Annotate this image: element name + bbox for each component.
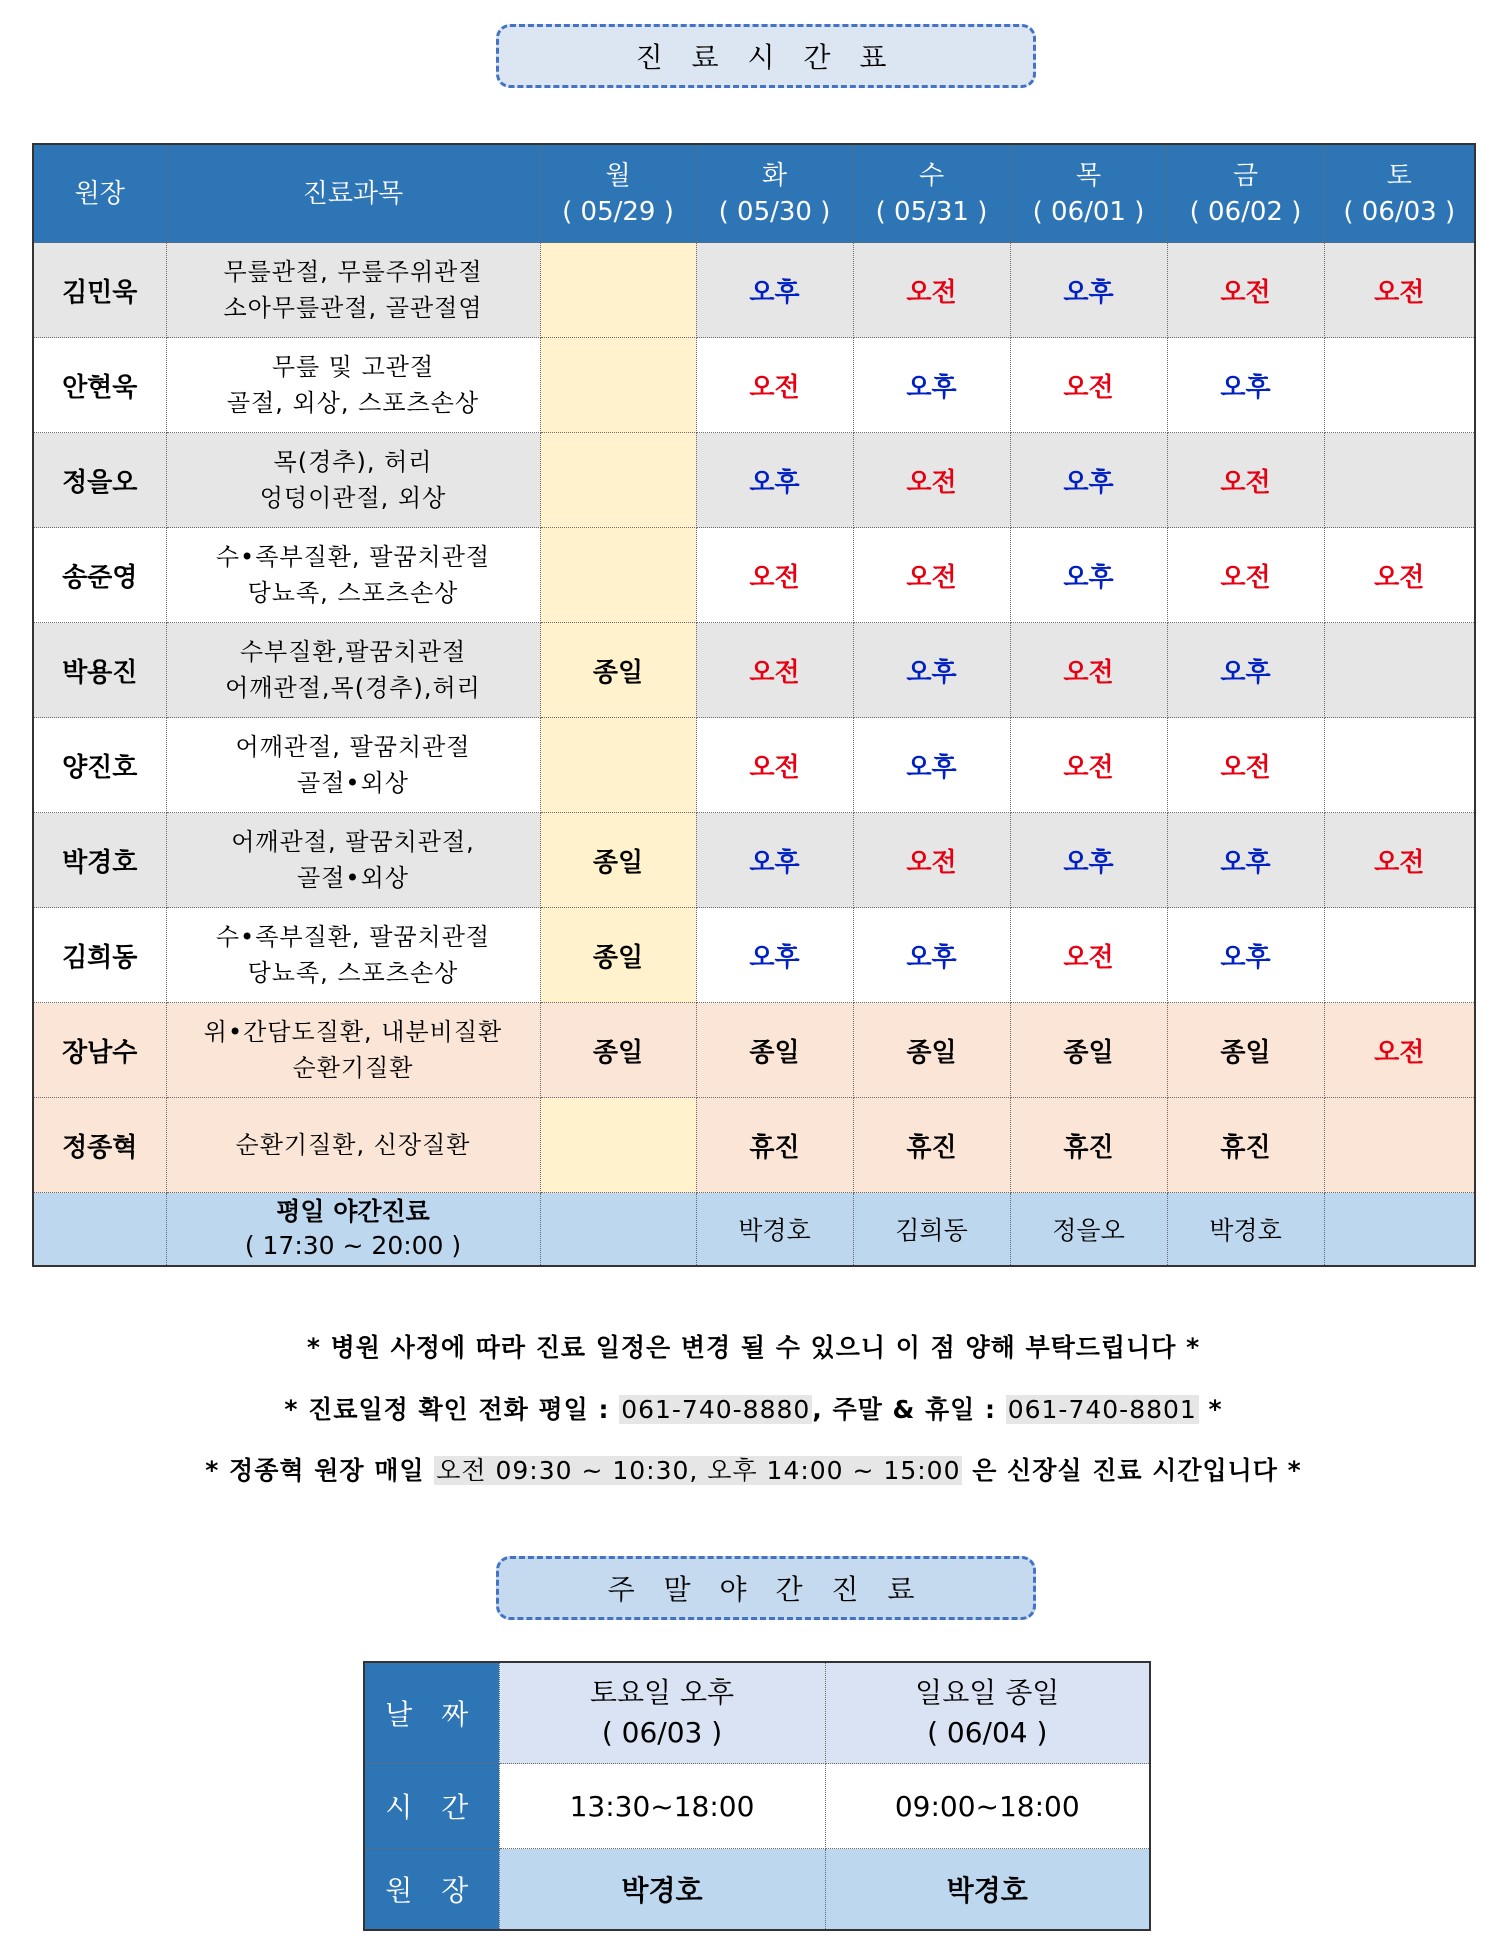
weekend-date-label: 날 짜 xyxy=(364,1662,499,1764)
schedule-title xyxy=(496,24,1036,88)
schedule-cell xyxy=(540,1098,696,1193)
schedule-cell xyxy=(1324,433,1475,528)
note-phone xyxy=(0,1390,1507,1426)
night-clinic-row xyxy=(33,1193,1475,1267)
schedule-cell: 오전 xyxy=(696,528,853,623)
schedule-cell xyxy=(1324,623,1475,718)
subject-line: 순환기질환 xyxy=(292,1054,414,1082)
night-doctor-cell xyxy=(1324,1193,1475,1267)
doctor-subjects xyxy=(166,1098,540,1193)
subject-line: 수•족부질환, 팔꿈치관절 xyxy=(215,543,491,571)
schedule-cell: 오전 xyxy=(1010,908,1167,1003)
doctor-name: 박경호 xyxy=(33,813,166,908)
subject-line: 골절•외상 xyxy=(297,769,409,797)
header-date-label: ( 05/30 ) xyxy=(718,196,831,227)
schedule-cell: 휴진 xyxy=(1010,1098,1167,1193)
night-doctor-cell xyxy=(540,1193,696,1267)
weekend-table xyxy=(363,1661,1151,1931)
weekend-day: 일요일 종일 xyxy=(915,1676,1060,1709)
schedule-cell xyxy=(540,338,696,433)
header-day-label: 금 xyxy=(1232,160,1259,191)
night-doctor-cell: 김희동 xyxy=(853,1193,1010,1267)
schedule-cell: 종일 xyxy=(540,813,696,908)
schedule-cell: 오전 xyxy=(1324,1003,1475,1098)
schedule-cell: 오후 xyxy=(696,908,853,1003)
schedule-cell: 오전 xyxy=(1167,528,1324,623)
schedule-cell: 종일 xyxy=(853,1003,1010,1098)
header-date-label: ( 06/02 ) xyxy=(1189,196,1302,227)
doctor-name: 장남수 xyxy=(33,1003,166,1098)
schedule-cell: 종일 xyxy=(1167,1003,1324,1098)
table-row xyxy=(33,243,1475,338)
doctor-subjects xyxy=(166,813,540,908)
schedule-table xyxy=(32,143,1476,1267)
table-row xyxy=(33,718,1475,813)
schedule-cell: 오후 xyxy=(1167,908,1324,1003)
schedule-cell: 오전 xyxy=(696,623,853,718)
phone-weekday: 061-740-8880 xyxy=(621,1395,811,1424)
note-phone-prefix: * 진료일정 확인 전화 평일 : xyxy=(284,1395,620,1424)
schedule-cell: 휴진 xyxy=(1167,1098,1324,1193)
weekend-date: ( 06/04 ) xyxy=(927,1716,1048,1749)
doctor-name: 양진호 xyxy=(33,718,166,813)
subject-line: 엉덩이관절, 외상 xyxy=(259,484,447,512)
doctor-subjects xyxy=(166,243,540,338)
doctor-subjects xyxy=(166,528,540,623)
table-row xyxy=(33,433,1475,528)
table-row xyxy=(33,623,1475,718)
schedule-cell: 오후 xyxy=(853,718,1010,813)
subject-line: 순환기질환, 신장질환 xyxy=(235,1131,471,1159)
weekend-title xyxy=(496,1556,1036,1620)
subject-line: 위•간담도질환, 내분비질환 xyxy=(203,1018,503,1046)
note-dialysis-suffix: 은 신장실 진료 시간입니다 * xyxy=(962,1456,1302,1485)
doctor-name: 송준영 xyxy=(33,528,166,623)
night-clinic-label xyxy=(166,1193,540,1267)
note-dialysis xyxy=(0,1451,1507,1487)
schedule-cell: 오후 xyxy=(696,813,853,908)
table-row xyxy=(33,338,1475,433)
doctor-name: 김민욱 xyxy=(33,243,166,338)
night-empty-cell xyxy=(33,1193,166,1267)
weekend-title-text: 주 말 야 간 진 료 xyxy=(607,1573,925,1606)
schedule-cell: 오전 xyxy=(853,243,1010,338)
doctor-subjects xyxy=(166,718,540,813)
phone-weekend: 061-740-8801 xyxy=(1007,1395,1197,1424)
weekend-sunday-doctor: 박경호 xyxy=(825,1849,1150,1931)
doctor-subjects xyxy=(166,1003,540,1098)
doctor-subjects xyxy=(166,908,540,1003)
schedule-cell: 오후 xyxy=(1167,813,1324,908)
schedule-cell: 오후 xyxy=(1010,813,1167,908)
night-label-hours: ( 17:30 ~ 20:00 ) xyxy=(244,1231,462,1260)
schedule-cell: 오전 xyxy=(1010,718,1167,813)
doctor-name: 안현욱 xyxy=(33,338,166,433)
night-doctor-cell: 박경호 xyxy=(1167,1193,1324,1267)
schedule-cell: 오전 xyxy=(696,338,853,433)
note-phone-mid: , 주말 & 휴일 : xyxy=(812,1395,1006,1424)
schedule-cell: 오전 xyxy=(1324,243,1475,338)
schedule-cell: 종일 xyxy=(1010,1003,1167,1098)
night-label-title: 평일 야간진료 xyxy=(276,1197,430,1226)
schedule-cell: 오전 xyxy=(853,813,1010,908)
schedule-cell: 오후 xyxy=(1167,338,1324,433)
subject-line: 어깨관절, 팔꿈치관절 xyxy=(235,733,471,761)
note-phone-suffix: * xyxy=(1198,1395,1223,1424)
weekend-date-row xyxy=(364,1662,1150,1764)
header-day-fri xyxy=(1167,144,1324,243)
doctor-subjects xyxy=(166,623,540,718)
table-row xyxy=(33,813,1475,908)
dialysis-hours: 오전 09:30 ~ 10:30, 오후 14:00 ~ 15:00 xyxy=(436,1456,961,1485)
subject-line: 무릎 및 고관절 xyxy=(271,353,435,381)
header-day-label: 목 xyxy=(1075,160,1102,191)
night-doctor-cell: 박경호 xyxy=(696,1193,853,1267)
subject-line: 소아무릎관절, 골관절염 xyxy=(223,294,483,322)
subject-line: 당뇨족, 스포츠손상 xyxy=(247,959,459,987)
schedule-cell: 종일 xyxy=(696,1003,853,1098)
schedule-cell: 오후 xyxy=(1010,433,1167,528)
schedule-title-text: 진 료 시 간 표 xyxy=(635,41,897,74)
header-day-mon xyxy=(540,144,696,243)
note-schedule-change: * 병원 사정에 따라 진료 일정은 변경 될 수 있으니 이 점 양해 부탁드립니다 * xyxy=(306,1333,1201,1362)
weekend-doctor-row xyxy=(364,1849,1150,1931)
weekend-sunday-time: 09:00~18:00 xyxy=(825,1764,1150,1849)
schedule-cell xyxy=(540,718,696,813)
subject-line: 무릎관절, 무릎주위관절 xyxy=(223,258,483,286)
subject-line: 골절•외상 xyxy=(297,864,409,892)
schedule-cell xyxy=(1324,718,1475,813)
header-director: 원장 xyxy=(33,144,166,243)
schedule-cell: 오전 xyxy=(1167,433,1324,528)
schedule-cell: 오전 xyxy=(1167,243,1324,338)
schedule-cell: 오후 xyxy=(1167,623,1324,718)
weekend-saturday-date xyxy=(499,1662,825,1764)
schedule-cell xyxy=(1324,1098,1475,1193)
header-date-label: ( 05/29 ) xyxy=(562,196,674,227)
subject-line: 어깨관절,목(경추),허리 xyxy=(225,674,481,702)
weekend-day: 토요일 오후 xyxy=(589,1676,735,1709)
schedule-cell xyxy=(540,243,696,338)
schedule-cell: 오전 xyxy=(1167,718,1324,813)
schedule-cell: 오후 xyxy=(696,433,853,528)
note-dialysis-prefix: * 정종혁 원장 매일 xyxy=(205,1456,435,1485)
header-day-wed xyxy=(853,144,1010,243)
table-row xyxy=(33,528,1475,623)
schedule-cell xyxy=(1324,908,1475,1003)
schedule-cell: 오후 xyxy=(696,243,853,338)
doctor-subjects xyxy=(166,338,540,433)
header-date-label: ( 06/03 ) xyxy=(1343,196,1456,227)
weekend-time-row xyxy=(364,1764,1150,1849)
schedule-cell: 오전 xyxy=(1324,528,1475,623)
doctor-subjects xyxy=(166,433,540,528)
header-day-label: 수 xyxy=(918,160,945,191)
table-row xyxy=(33,908,1475,1003)
subject-line: 어깨관절, 팔꿈치관절, xyxy=(231,828,475,856)
schedule-cell: 오전 xyxy=(853,528,1010,623)
weekend-doctor-label: 원 장 xyxy=(364,1849,499,1931)
doctor-name: 정을오 xyxy=(33,433,166,528)
schedule-cell: 오전 xyxy=(1010,338,1167,433)
schedule-cell: 오후 xyxy=(853,338,1010,433)
table-row xyxy=(33,1003,1475,1098)
schedule-cell: 휴진 xyxy=(696,1098,853,1193)
weekend-time-label: 시 간 xyxy=(364,1764,499,1849)
schedule-cell: 오전 xyxy=(853,433,1010,528)
schedule-cell: 오전 xyxy=(696,718,853,813)
subject-line: 골절, 외상, 스포츠손상 xyxy=(226,389,480,417)
table-row xyxy=(33,1098,1475,1193)
subject-line: 당뇨족, 스포츠손상 xyxy=(247,579,459,607)
schedule-cell xyxy=(1324,338,1475,433)
doctor-name: 김희동 xyxy=(33,908,166,1003)
doctor-name: 정종혁 xyxy=(33,1098,166,1193)
header-day-tue xyxy=(696,144,853,243)
schedule-cell: 오후 xyxy=(853,623,1010,718)
schedule-cell xyxy=(540,528,696,623)
schedule-cell: 종일 xyxy=(540,1003,696,1098)
schedule-cell: 오후 xyxy=(853,908,1010,1003)
doctor-name: 박용진 xyxy=(33,623,166,718)
weekend-date: ( 06/03 ) xyxy=(601,1716,723,1749)
schedule-cell: 오전 xyxy=(1324,813,1475,908)
schedule-cell: 오전 xyxy=(1010,623,1167,718)
header-day-label: 화 xyxy=(761,160,788,191)
weekend-saturday-time: 13:30~18:00 xyxy=(499,1764,825,1849)
weekend-saturday-doctor: 박경호 xyxy=(499,1849,825,1931)
schedule-cell: 오후 xyxy=(1010,528,1167,623)
schedule-cell: 종일 xyxy=(540,623,696,718)
header-day-thu xyxy=(1010,144,1167,243)
subject-line: 목(경추), 허리 xyxy=(273,448,433,476)
subject-line: 수•족부질환, 팔꿈치관절 xyxy=(215,923,491,951)
header-date-label: ( 06/01 ) xyxy=(1032,196,1145,227)
header-date-label: ( 05/31 ) xyxy=(875,196,988,227)
schedule-cell xyxy=(540,433,696,528)
header-day-label: 토 xyxy=(1386,160,1412,191)
schedule-cell: 휴진 xyxy=(853,1098,1010,1193)
subject-line: 수부질환,팔꿈치관절 xyxy=(239,638,467,666)
header-subject: 진료과목 xyxy=(166,144,540,243)
schedule-header-row xyxy=(33,144,1475,243)
schedule-cell: 오후 xyxy=(1010,243,1167,338)
header-day-sat xyxy=(1324,144,1475,243)
night-doctor-cell: 정을오 xyxy=(1010,1193,1167,1267)
schedule-cell: 종일 xyxy=(540,908,696,1003)
header-day-label: 월 xyxy=(605,160,631,191)
weekend-sunday-date xyxy=(825,1662,1150,1764)
